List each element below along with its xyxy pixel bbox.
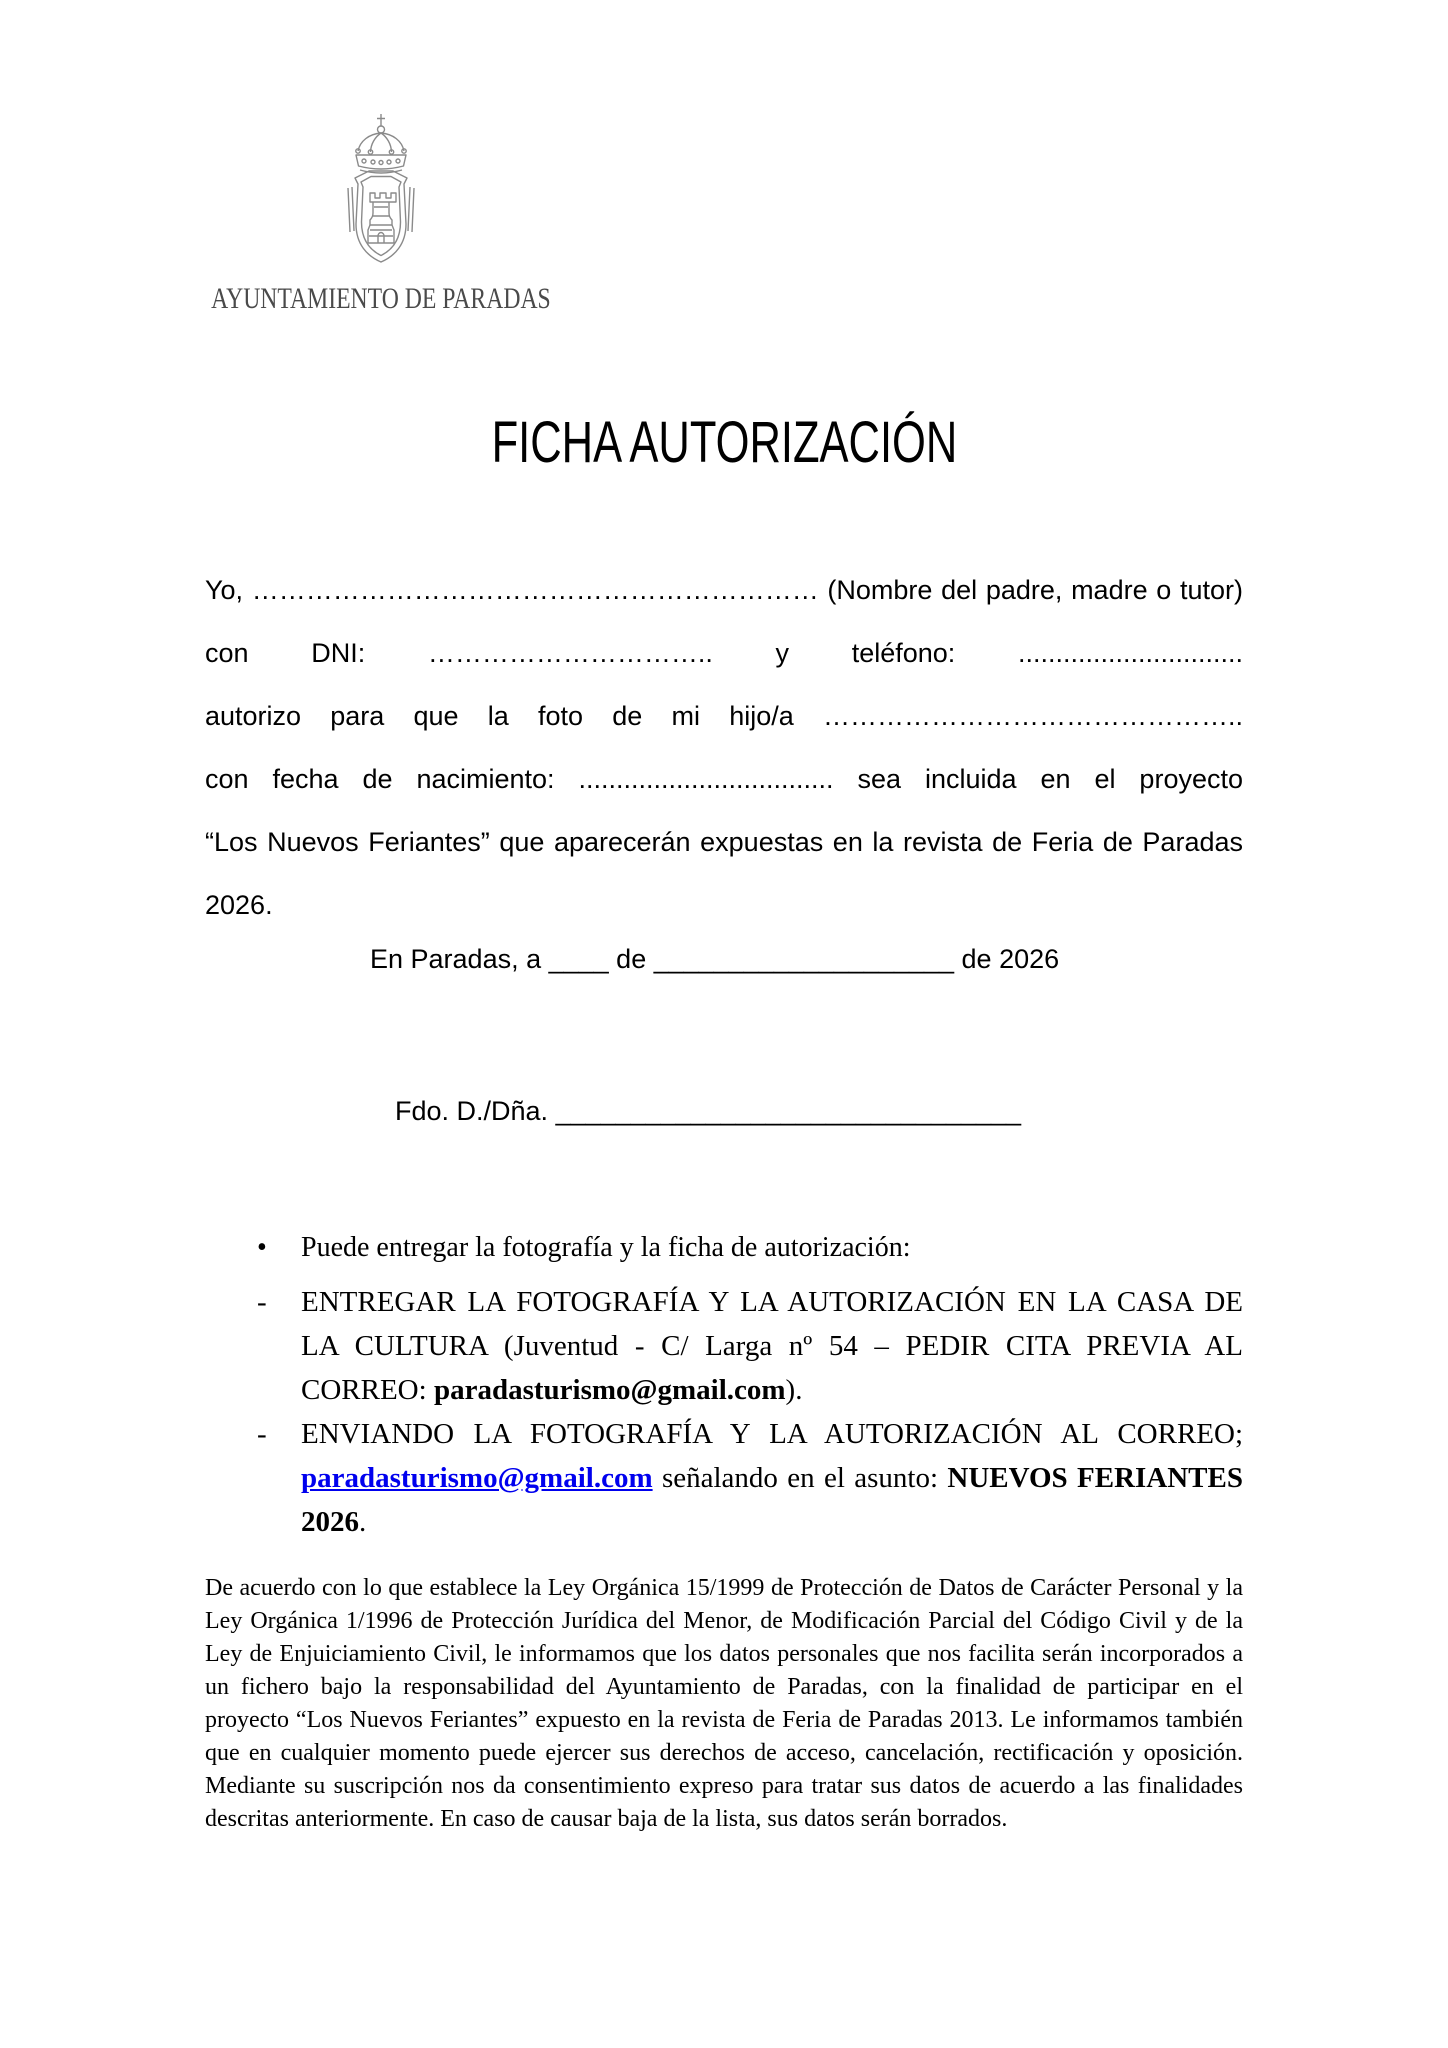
delivery-item-text: [301, 1412, 1243, 1544]
item1-email-bold: paradasturismo@gmail.com: [433, 1374, 786, 1406]
item1-closing: ).: [785, 1374, 803, 1406]
item2-subject-bold: NUEVOS FERIANTES 2026: [301, 1462, 1244, 1538]
item2-mid-text: señalando en el asunto:: [652, 1462, 948, 1494]
delivery-intro-row: [205, 1228, 1243, 1268]
coat-of-arms-icon: [339, 112, 423, 270]
form-line-dni-phone: con DNI: ………………………….. y teléfono: ..............................: [205, 638, 1243, 668]
delivery-item-in-person: [205, 1280, 1243, 1412]
delivery-item-by-email: [205, 1412, 1243, 1544]
form-line-child-name: autorizo para que la foto de mi hijo/a ………………………………………..: [205, 701, 1243, 731]
delivery-section: [205, 1228, 1243, 1544]
form-line-year: 2026.: [205, 890, 273, 920]
dash-icon: -: [257, 1286, 267, 1318]
item2-text: ENVIANDO LA FOTOGRAFÍA Y LA AUTORIZACIÓN AL CORREO;: [301, 1418, 1243, 1450]
delivery-item-text: [301, 1280, 1243, 1412]
document-title-text: FICHA AUTORIZACIÓN: [491, 410, 957, 475]
item2-closing: .: [359, 1506, 367, 1538]
org-name: AYUNTAMIENTO DE PARADAS: [211, 282, 551, 315]
form-line-project: “Los Nuevos Feriantes” que aparecerán expuestas en la revista de Feria de Paradas: [205, 827, 1243, 857]
document-title: [205, 411, 1243, 475]
bullet-icon: •: [257, 1232, 267, 1263]
delivery-intro: Puede entregar la fotografía y la ficha de autorización:: [301, 1232, 911, 1263]
email-hyperlink[interactable]: paradasturismo@gmail.com: [301, 1462, 653, 1494]
item1-text: ENTREGAR LA FOTOGRAFÍA Y LA AUTORIZACIÓN EN LA CASA DE LA CULTURA (Juventud - C/ Larga nº 54 – PEDIR CITA PREVIA AL CORREO:: [301, 1286, 1243, 1406]
date-line: En Paradas, a ____ de ____________________ de 2026: [370, 944, 1060, 974]
signature-line: Fdo. D./Dña. _______________________________: [395, 1096, 1022, 1126]
authorization-paragraph: [205, 559, 1243, 937]
dash-icon: -: [257, 1418, 267, 1450]
legal-notice: De acuerdo con lo que establece la Ley Orgánica 15/1999 de Protección de Datos de Carácter Personal y la Ley Orgánica 1/1996 de Protección Jurídica del Menor, de Modificación Parcial del Código Civil y de la Ley de Enjuiciamiento Civil, le informamos que los datos personales que nos facilita serán incorporados a un fichero bajo la responsabilidad del Ayuntamiento de Paradas, con la finalidad de participar en el proyecto “Los Nuevos Feriantes” expuesto en la revista de Feria de Paradas 2013. Le informamos también que en cualquier momento puede ejercer sus derechos de acceso, cancelación, rectificación y oposición. Mediante su suscripción nos da consentimiento expreso para tratar sus datos de acuerdo a las finalidades descritas anteriormente. En caso de causar baja de la lista, sus datos serán borrados.: [205, 1575, 1243, 1832]
delivery-options-list: [205, 1280, 1243, 1544]
form-line-birthdate: con fecha de nacimiento: .................................. sea incluida en el proyecto: [205, 764, 1243, 794]
letterhead: [205, 112, 557, 315]
form-line-name: Yo, ……………………………………………………… (Nombre del padre, madre o tutor): [205, 575, 1243, 605]
